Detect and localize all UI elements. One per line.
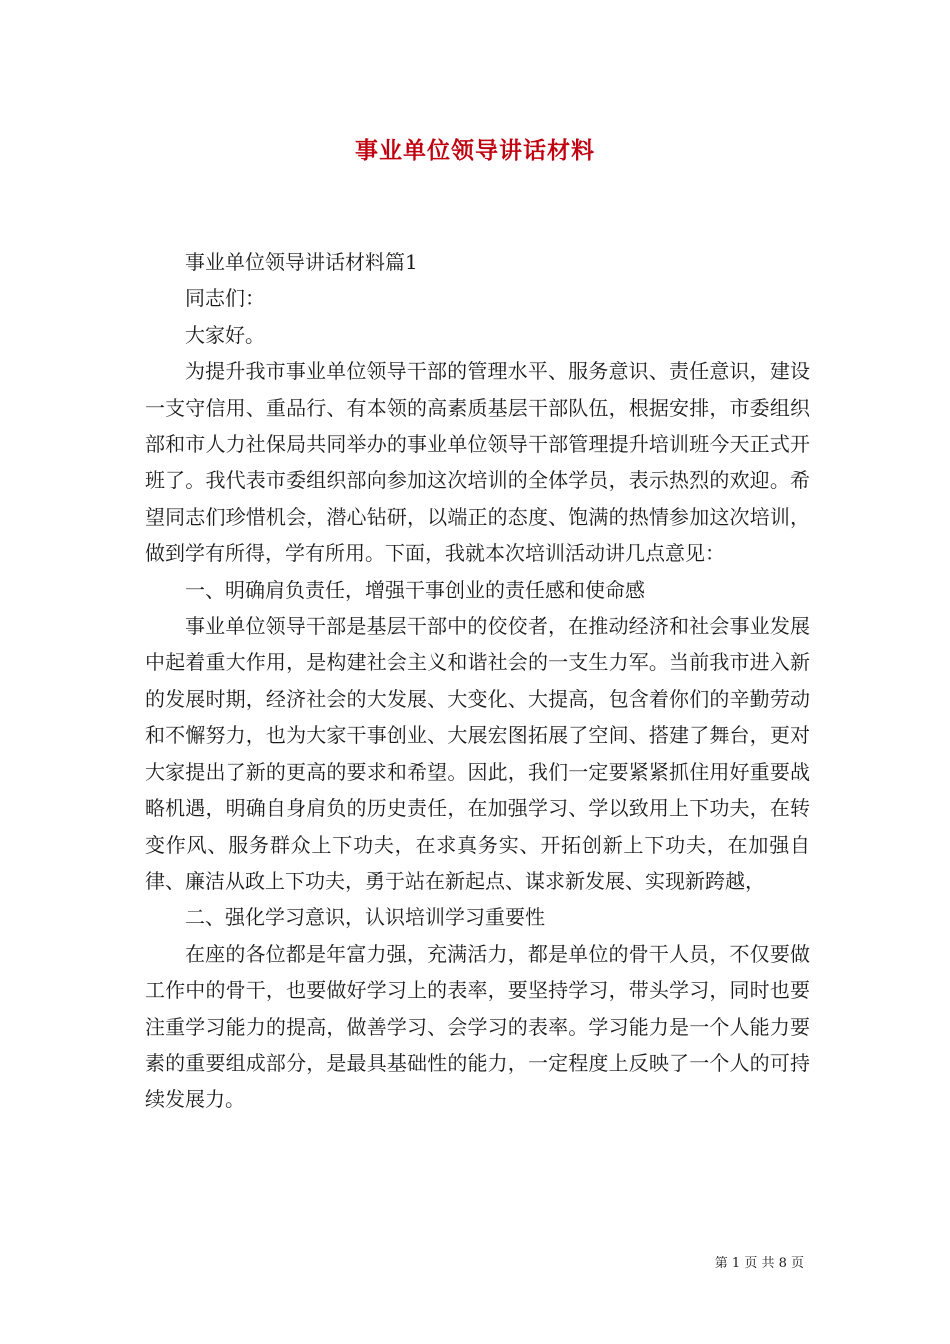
document-title: 事业单位领导讲话材料 [355, 137, 595, 164]
section-heading: 事业单位领导讲话材料篇1 [185, 250, 418, 274]
point-heading: 一、明确肩负责任，增强干事创业的责任感和使命感 [185, 577, 645, 602]
salutation: 同志们： [185, 286, 265, 311]
page-number: 第 1 页 共 8 页 [714, 1256, 804, 1271]
point-heading: 二、强化学习意识，认识培训学习重要性 [185, 905, 545, 930]
document-body [145, 244, 810, 1118]
greeting: 大家好。 [185, 322, 265, 347]
body-paragraph: 事业单位领导干部是基层干部中的佼佼者，在推动经济和社会事业发展中起着重大作用，是构建社会主义和谐社会的一支生力军。当前我市进入新的发展时期，经济社会的大发展、大变化、大提高，包含着你们的辛勤劳动和不懈努力，也为大家干事创业、大展宏图拓展了空间、搭建了舞台，更对大家提出了新的更高的要求和希望。因此，我们一定要紧紧抓住用好重要战略机遇，明确自身肩负的历史责任，在加强学习、学以致用上下功夫，在转变作风、服务群众上下功夫，在求真务实、开拓创新上下功夫，在加强自律、廉洁从政上下功夫，勇于站在新起点、谋求新发展、实现新跨越， [145, 614, 810, 893]
body-paragraph: 在座的各位都是年富力强，充满活力，都是单位的骨干人员，不仅要做工作中的骨干，也要做好学习上的表率，要坚持学习，带头学习，同时也要注重学习能力的提高，做善学习、会学习的表率。学习能力是一个人能力要素的重要组成部分，是最具基础性的能力，一定程度上反映了一个人的可持续发展力。 [145, 941, 810, 1112]
body-paragraph: 为提升我市事业单位领导干部的管理水平、服务意识、责任意识，建设一支守信用、重品行、有本领的高素质基层干部队伍，根据安排，市委组织部和市人力社保局共同举办的事业单位领导干部管理提升培训班今天正式开班了。我代表市委组织部向参加这次培训的全体学员，表示热烈的欢迎。希望同志们珍惜机会，潜心钻研，以端正的态度、饱满的热情参加这次培训，做到学有所得，学有所用。下面，我就本次培训活动讲几点意见： [145, 359, 810, 566]
